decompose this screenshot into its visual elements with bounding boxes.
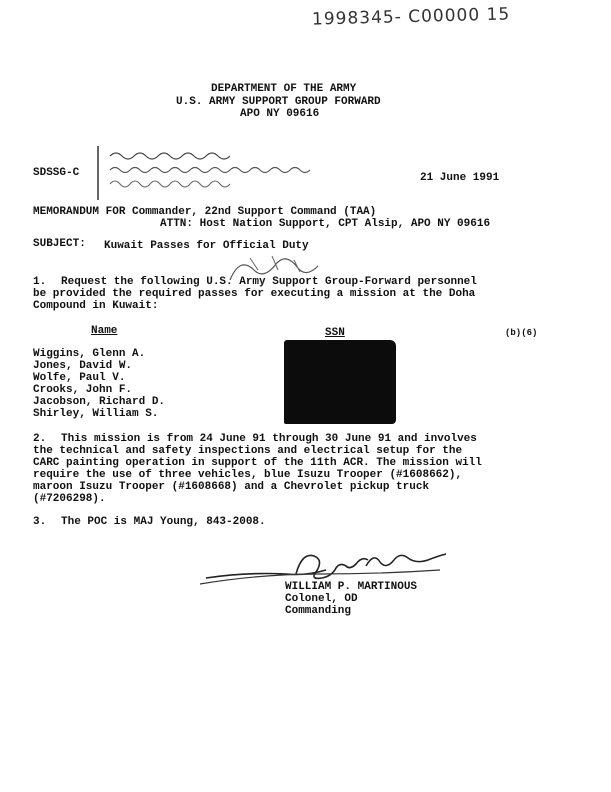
- para2-line: maroon Isuzu Trooper (#1608668) and a Chevrolet pickup truck: [33, 481, 430, 493]
- para1-body: [61, 277, 477, 288]
- personnel-name: Crooks, John F.: [33, 384, 133, 396]
- para2-line: the technical and safety inspections and electrical setup for the: [33, 445, 463, 457]
- letterhead-unit: U.S. ARMY SUPPORT GROUP FORWARD: [176, 96, 381, 108]
- para2-line: This mission is from 24 June 91 through 30 June 91 and involves: [61, 433, 477, 445]
- personnel-name: Jacobson, Richard D.: [33, 396, 166, 408]
- memorandum-for: MEMORANDUM FOR Commander, 22nd Support Command (TAA): [33, 206, 377, 218]
- redacted-ssn-block: [284, 340, 396, 424]
- para3-number: 3.: [33, 516, 47, 528]
- name-column-header: Name: [91, 325, 118, 337]
- para1-body-cont: [33, 289, 475, 312]
- para2-line: CARC painting operation in support of the 11th ACR. The mission will: [33, 457, 482, 469]
- para2-line: require the use of three vehicles, blue Isuzu Trooper (#1608662),: [33, 469, 463, 481]
- personnel-name: Wolfe, Paul V.: [33, 372, 126, 384]
- para1-number: 1.: [33, 276, 47, 288]
- routing-stamp-scribble: [90, 142, 350, 202]
- document-number: 1998345- C00000 15: [311, 4, 511, 30]
- signer-name: WILLIAM P. MARTINOUS: [285, 581, 418, 593]
- personnel-name: Wiggins, Glenn A.: [33, 348, 146, 360]
- para1-line: Request the following U.S. Army Support Group-Forward personnel: [61, 276, 477, 288]
- para1-line: Compound in Kuwait:: [33, 300, 159, 312]
- signer-rank: Colonel, OD: [285, 593, 358, 605]
- para2-line: (#7206298).: [33, 493, 106, 505]
- subject-label: SUBJECT:: [33, 238, 86, 250]
- attention-line: ATTN: Host Nation Support, CPT Alsip, APO NY 09616: [160, 218, 491, 230]
- personnel-name: Shirley, William S.: [33, 408, 159, 420]
- office-symbol: SDSSG-C: [33, 167, 80, 179]
- signature-block: [285, 582, 417, 618]
- para2-body: [61, 434, 477, 445]
- ssn-column-header: SSN: [325, 327, 345, 339]
- personnel-name: Jones, David W.: [33, 360, 133, 372]
- redaction-stamp: (b)(6): [505, 328, 538, 338]
- subject-text: Kuwait Passes for Official Duty: [104, 240, 309, 252]
- personnel-list: [33, 349, 165, 421]
- letterhead-address: APO NY 09616: [240, 108, 320, 120]
- signer-title: Commanding: [285, 605, 352, 617]
- para3-text: The POC is MAJ Young, 843-2008.: [61, 516, 266, 528]
- memo-date: 21 June 1991: [420, 172, 500, 184]
- para1-line: be provided the required passes for executing a mission at the Doha: [33, 288, 476, 300]
- para2-body-cont: [33, 446, 482, 505]
- para2-number: 2.: [33, 433, 47, 445]
- letterhead-department: DEPARTMENT OF THE ARMY: [211, 83, 357, 95]
